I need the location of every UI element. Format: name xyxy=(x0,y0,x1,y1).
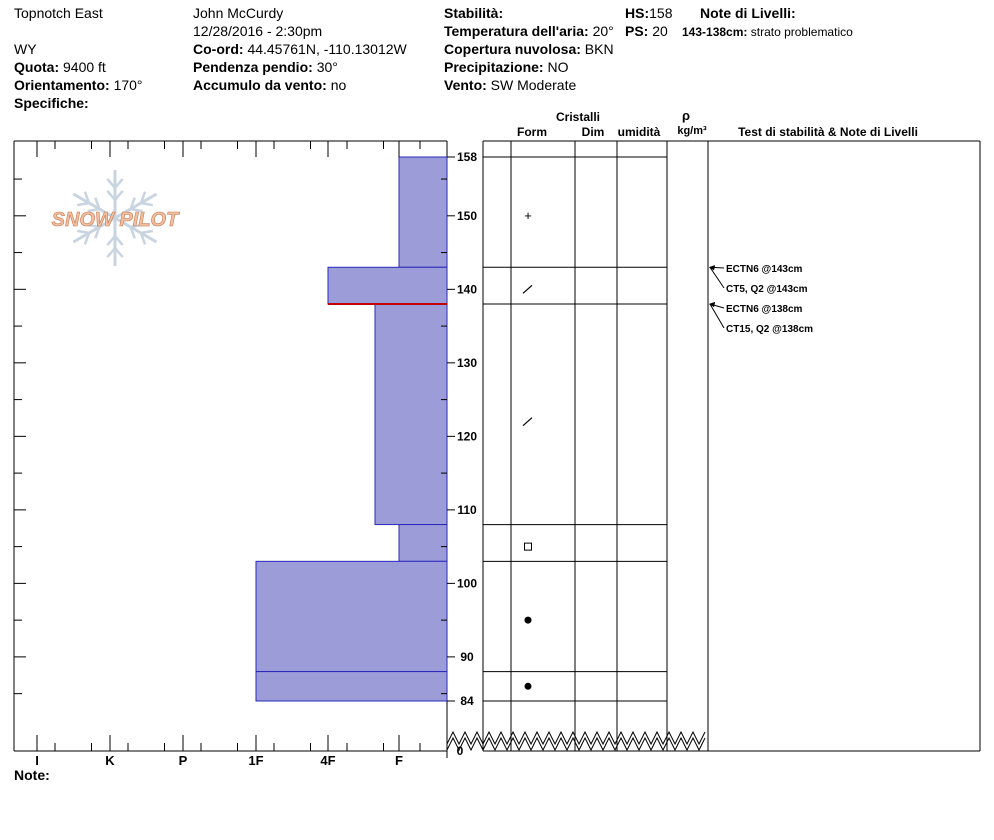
hs-label: HS: xyxy=(625,5,650,21)
grain-form-4 xyxy=(525,617,532,624)
depth-tick-150: 150 xyxy=(456,208,478,223)
slope-label: Pendenza pendio: xyxy=(193,59,313,75)
wind-loading-value: no xyxy=(330,77,347,93)
density-header: kg/m³ xyxy=(677,125,707,137)
depth-tick-84: 84 xyxy=(460,694,474,708)
state: WY xyxy=(14,41,37,57)
notes-label: Note: xyxy=(14,767,50,783)
size-header: Dim xyxy=(581,125,605,139)
grain-forms xyxy=(523,208,532,690)
wind-loading-label: Accumulo da vento: xyxy=(193,77,327,93)
depth-tick-158: 158 xyxy=(456,150,478,164)
hardness-label-P: P xyxy=(178,753,188,768)
wind-label: Vento: xyxy=(444,77,487,93)
snowflake-branch xyxy=(141,231,153,233)
stability-test-arrow-3 xyxy=(709,302,715,307)
depth-tick-120: 120 xyxy=(456,429,478,444)
elevation-value: 9400 ft xyxy=(63,59,106,75)
grain-form-5 xyxy=(525,683,532,690)
layer-note-range: 143-138cm: xyxy=(682,25,748,39)
crystal-table xyxy=(447,108,980,751)
depth-tick-140: 140 xyxy=(456,282,478,297)
hardness-label-K: K xyxy=(105,753,115,768)
depth-tick-100: 100 xyxy=(456,576,478,591)
observer: John McCurdy xyxy=(193,5,284,21)
coords-value: 44.45761N, -110.13012W xyxy=(247,41,407,57)
grain-form-0: + xyxy=(524,207,532,223)
ps-label: PS: xyxy=(625,23,649,39)
hardness-label-4F: 4F xyxy=(320,753,336,768)
hardness-label-1F: 1F xyxy=(248,753,264,768)
aspect-value: 170° xyxy=(113,77,143,93)
hs-value: 158 xyxy=(649,5,673,21)
stability-tests xyxy=(709,264,813,335)
stability-label: Stabilità: xyxy=(444,5,504,21)
hardness-layer-2 xyxy=(375,304,447,525)
hardness-layer-0 xyxy=(399,157,447,267)
hardness-layer-1 xyxy=(328,267,447,304)
axis-break-lower xyxy=(447,738,705,750)
depth-tick-110: 110 xyxy=(457,502,477,517)
ps-value: 20 xyxy=(652,23,668,39)
axis-break xyxy=(447,732,705,744)
hardness-layer-4 xyxy=(256,561,447,671)
grain-form-1 xyxy=(523,285,532,293)
air-temp-label: Temperatura dell'aria: xyxy=(444,23,589,39)
slope-value: 30° xyxy=(316,59,338,75)
depth-tick-0: 0 xyxy=(456,744,464,758)
crystals-header: Cristalli xyxy=(555,110,601,124)
grain-form-3 xyxy=(525,543,532,550)
elevation-label: Quota: xyxy=(14,59,60,75)
logo-text: SNOW PILOT xyxy=(51,209,179,231)
stability-test-0: ECTN6 @143cm xyxy=(726,264,803,275)
hardness-layer-3 xyxy=(399,525,447,562)
hardness-layer-5 xyxy=(256,672,447,701)
stability-test-2: ECTN6 @138cm xyxy=(726,304,803,315)
depth-tick-130: 130 xyxy=(456,355,478,370)
snow-pilot-logo xyxy=(52,170,180,266)
specifics-label: Specifiche: xyxy=(14,95,89,111)
aspect-label: Orientamento: xyxy=(14,77,110,93)
air-temp-value: 20° xyxy=(592,23,614,39)
rho-header: ρ xyxy=(681,108,691,123)
layer-boundaries xyxy=(447,157,705,750)
layer-note-text: strato problematico xyxy=(750,25,853,39)
stability-test-3: CT15, Q2 @138cm xyxy=(726,324,814,335)
datetime: 12/28/2016 - 2:30pm xyxy=(193,23,323,39)
stability-test-1: CT5, Q2 @143cm xyxy=(726,284,808,295)
precip-value: NO xyxy=(547,59,569,75)
wind-value: SW Moderate xyxy=(490,77,577,93)
moisture-header: umidità xyxy=(617,125,661,139)
stability-test-pointer-1 xyxy=(710,267,724,288)
snowflake-branch xyxy=(77,203,89,205)
coords-label: Co-ord: xyxy=(193,41,244,57)
tests-header: Test di stabilità & Note di Livelli xyxy=(738,125,918,139)
hardness-label-F: F xyxy=(395,753,403,768)
layer-notes-label: Note di Livelli: xyxy=(700,5,796,21)
hardness-layers xyxy=(256,157,447,701)
location: Topnotch East xyxy=(14,5,103,21)
grain-form-2 xyxy=(523,418,532,426)
form-header: Form xyxy=(517,125,547,139)
depth-tick-90: 90 xyxy=(460,649,474,664)
precip-label: Precipitazione: xyxy=(444,59,544,75)
hardness-label-I: I xyxy=(35,753,39,768)
snowflake-branch xyxy=(77,231,89,233)
cloud-label: Copertura nuvolosa: xyxy=(444,41,581,57)
snowflake-branch xyxy=(141,203,153,205)
cloud-value: BKN xyxy=(584,41,614,57)
